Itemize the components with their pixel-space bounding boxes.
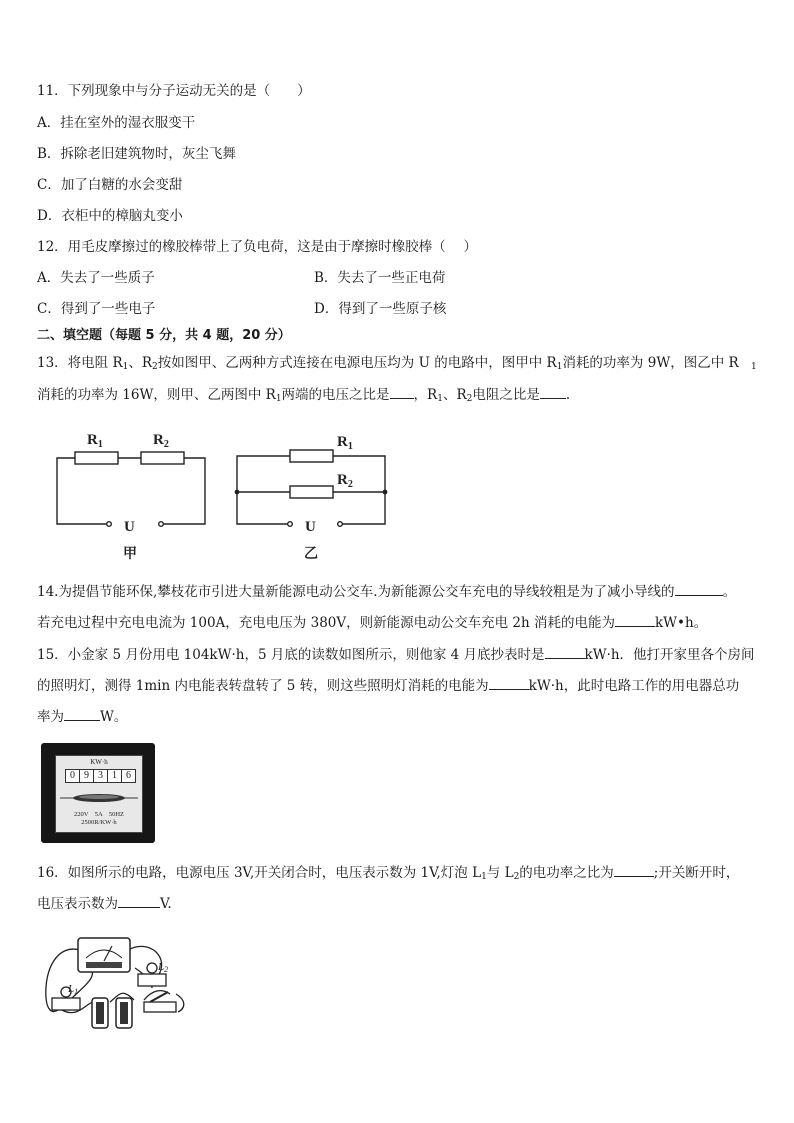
meter-digit-2: 9	[80, 770, 94, 782]
battery-1	[92, 998, 108, 1028]
q15-text-6: W。	[100, 709, 128, 725]
q15-text-5: 率为	[37, 709, 64, 725]
q12-option-b: B．失去了一些正电荷	[314, 270, 446, 286]
q16-text-3: 的电功率之比为	[519, 865, 614, 881]
q11-option-b: B．拆除老旧建筑物时，灰尘飞舞	[37, 146, 236, 162]
q13-line2	[37, 384, 570, 409]
circuit-jia	[57, 452, 205, 526]
q16-answer-blank-1[interactable]	[614, 862, 654, 877]
meter-digit-1: 0	[66, 770, 80, 782]
fig-caption-yi: 乙	[304, 547, 318, 562]
fig-label-r1-jia: $R_1$	[87, 432, 103, 450]
q13-sub-5: 1	[275, 394, 282, 404]
q13-circuit-figure	[45, 418, 405, 568]
fig-label-r1-yi: $R_1$	[337, 434, 353, 452]
q13-text-2: 、R	[128, 355, 153, 371]
q15-line1	[37, 644, 755, 665]
q16-answer-blank-2[interactable]	[118, 893, 160, 908]
q15-text-3: 的照明灯，测得 1min 内电能表转盘转了 5 转，则这些照明灯消耗的电能为	[37, 678, 489, 694]
meter-digit-4: 1	[108, 770, 122, 782]
meter-unit: KW·h	[90, 758, 108, 766]
q16-circuit-sketch	[40, 928, 190, 1038]
q13-text-7: ，R	[413, 387, 438, 403]
q13-sub-7: 2	[466, 394, 473, 404]
fig-caption-jia: 甲	[123, 547, 137, 562]
battery-2	[116, 998, 132, 1028]
q15-text-4: kW·h，此时电路工作的用电器总功	[528, 678, 740, 694]
q16-text-1: 16．如图所示的电路，电源电压 3V,开关闭合时，电压表示数为 1V,灯泡 L	[37, 865, 482, 881]
meter-rev: 2500R/KW·h	[81, 819, 117, 826]
resistor-r2-jia	[141, 452, 184, 464]
electric-meter	[41, 743, 155, 843]
meter-digit-3: 3	[94, 770, 108, 782]
meter-digits	[65, 769, 136, 783]
fig-label-u-yi: U	[305, 519, 316, 535]
meter-face	[55, 755, 143, 833]
q12-option-c: C．得到了一些电子	[37, 301, 156, 317]
q15-answer-blank-2[interactable]	[489, 675, 529, 690]
q13-sub-8: 1	[751, 362, 757, 372]
q15-line3	[37, 706, 127, 727]
q12-stem: 12．用毛皮摩擦过的橡胶棒带上了负电荷，这是由于摩擦时橡胶棒（ ）	[37, 239, 477, 255]
q15-answer-blank-1[interactable]	[545, 644, 585, 659]
q13-text-6: 两端的电压之比是	[281, 387, 390, 403]
q14-text-1: 14.为提倡节能环保,攀枝花市引进大量新能源电动公交车.为新能源公交车充电的导线较粗是为了减小导线的	[37, 584, 675, 600]
fig-label-l2: L2	[158, 961, 169, 974]
q16-text-2: 与 L	[486, 865, 514, 881]
q13-text-10: .	[565, 387, 571, 403]
q14-line2	[37, 612, 707, 633]
q13-text-3: 按如图甲、乙两种方式连接在电源电压均为 U 的电路中，图甲中 R	[157, 355, 557, 371]
q11-stem: 11．下列现象中与分子运动无关的是（ ）	[37, 83, 311, 99]
fig-label-u-jia: U	[124, 519, 135, 535]
q16-line2	[37, 893, 172, 914]
q16-text-4: ;开关断开时，	[653, 865, 740, 881]
q13-line1-end-sub	[751, 353, 757, 377]
q13-answer-blank-2[interactable]	[540, 384, 566, 399]
fig-label-r2-jia: $R_2$	[153, 432, 169, 450]
q12-option-a: A．失去了一些质子	[37, 270, 155, 286]
q13-sub-2: 2	[152, 362, 158, 372]
resistor-r2-yi	[290, 486, 333, 498]
q11-option-c: C．加了白糖的水会变甜	[37, 177, 183, 193]
q14-line1	[37, 581, 736, 602]
q13-text-5: 消耗的功率为 16W，则甲、乙两图中 R	[37, 387, 276, 403]
q14-text-2: 。	[722, 584, 737, 600]
q16-sub-2: 2	[513, 872, 520, 882]
circuit-yi	[237, 450, 385, 526]
q13-sub-6: 1	[437, 394, 443, 404]
q13-text-9: 电阻之比是	[472, 387, 540, 403]
q13-text-8: 、R	[442, 387, 467, 403]
q16-sub-1: 1	[481, 872, 487, 882]
q16-line1	[37, 862, 739, 887]
resistor-r1-jia	[75, 452, 118, 464]
q14-text-4: kW•h。	[654, 615, 708, 631]
voltmeter	[78, 938, 130, 972]
q13-line1	[37, 353, 739, 377]
meter-spec: 220V 5A 50HZ	[73, 811, 125, 818]
q15-line2	[37, 675, 739, 696]
q11-option-a: A．挂在室外的湿衣服变干	[37, 115, 196, 131]
fig-label-r2-yi: $R_2$	[337, 472, 353, 490]
resistor-r1-yi	[290, 450, 333, 462]
q16-text-6: V.	[160, 896, 172, 912]
section-heading: 二、填空题（每题 5 分，共 4 题，20 分）	[37, 328, 291, 343]
q14-answer-blank-1[interactable]	[675, 581, 723, 596]
q13-text-4: 消耗的功率为 9W，图乙中 R	[562, 355, 739, 371]
q14-text-3: 若充电过程中充电电流为 100A，充电电压为 380V，则新能源电动公交车充电 2h 消耗的电能为	[37, 615, 615, 631]
q16-text-5: 电压表示数为	[37, 896, 118, 912]
meter-digit-5: 6	[126, 770, 131, 781]
q13-sub-3: 1	[556, 362, 563, 372]
q12-option-d: D．得到了一些原子核	[314, 301, 447, 317]
fig-label-l1: L1	[68, 983, 79, 996]
meter-disk	[56, 790, 142, 806]
q11-option-d: D．衣柜中的樟脑丸变小	[37, 208, 183, 224]
q13-text-1: 13．将电阻 R	[37, 355, 123, 371]
q13-answer-blank-1[interactable]	[390, 384, 414, 399]
q13-sub-1: 1	[122, 362, 129, 372]
q15-text-1: 15．小金家 5 月份用电 104kW·h，5 月底的读数如图所示，则他家 4 月底抄表时是	[37, 647, 545, 663]
q14-answer-blank-2[interactable]	[615, 612, 655, 627]
q15-text-2: kW·h．他打开家里各个房间	[584, 647, 755, 663]
q15-answer-blank-3[interactable]	[64, 706, 100, 721]
